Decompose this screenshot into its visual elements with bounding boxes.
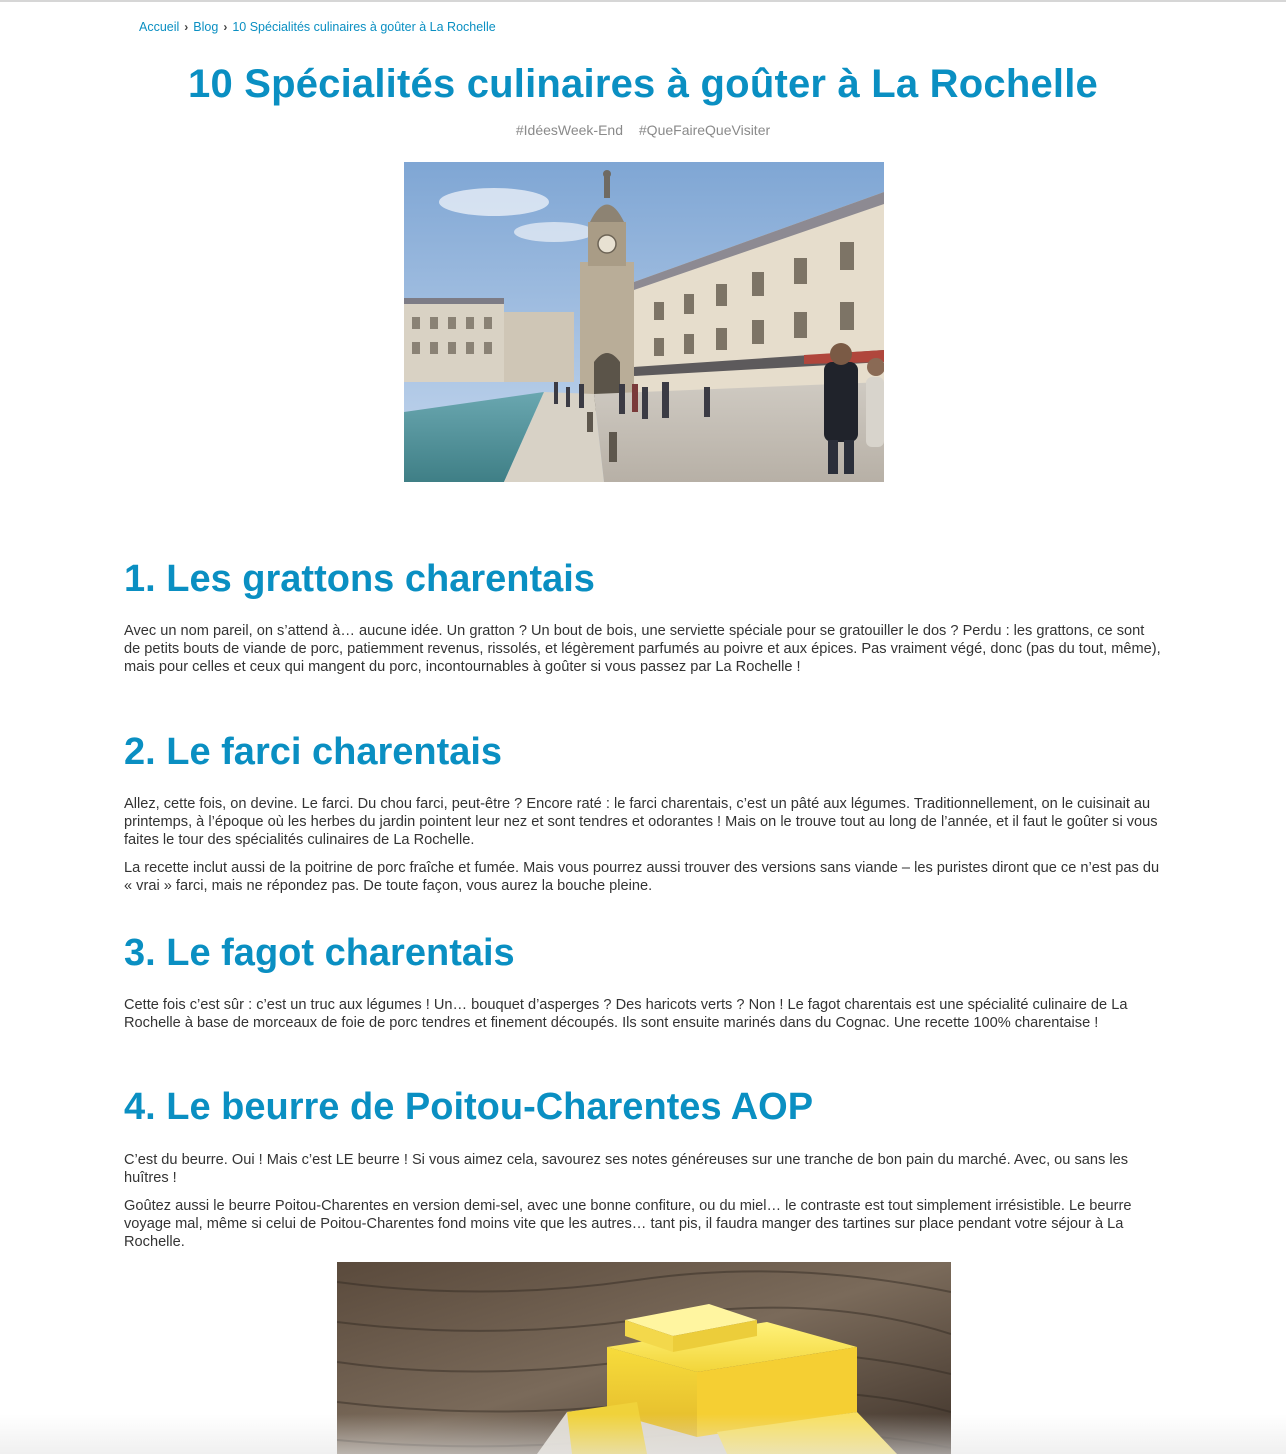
breadcrumb-blog-link[interactable]: Blog bbox=[193, 20, 219, 34]
section-paragraph: C’est du beurre. Oui ! Mais c’est LE beurre ! Si vous aimez cela, savourez ses notes généreuses sur une tranche de bon pain du marché. Avec, ou sans les huîtres ! bbox=[124, 1152, 1128, 1186]
hero-image bbox=[404, 162, 884, 482]
section-paragraph: Allez, cette fois, on devine. Le farci. Du chou farci, peut-être ? Encore raté : le farci charentais, c’est un pâté aux légumes. Traditionnellement, on le cuisinait au printemps, à l’époque où les herbes du jardin pointent leur nez et sont tendres et odorantes ! Mais on le trouve tout au long de l’année, et il faut le goûter si vous faites le tour des spécialités culinaires de La Rochelle. bbox=[124, 796, 1158, 848]
section-paragraph: Avec un nom pareil, on s’attend à… aucune idée. Un gratton ? Un bout de bois, une serviette spéciale pour se gratouiller le dos ? Perdu : les grattons, ce sont de petits bouts de viande de porc, patiemment revenus, rissolés, et légèrement parfumés au poivre et aux épices. Pas vraiment végé, donc (pas du tout, même), mais pour celles et ceux qui mangent du porc, incontournables à goûter si vous passez par La Rochelle ! bbox=[124, 623, 1161, 675]
breadcrumb bbox=[139, 20, 496, 34]
tag-link[interactable]: #QueFaireQueVisiter bbox=[638, 122, 771, 138]
section-heading: 3. Le fagot charentais bbox=[124, 932, 515, 974]
butter-image bbox=[337, 1262, 951, 1454]
section-heading: 4. Le beurre de Poitou-Charentes AOP bbox=[124, 1086, 814, 1128]
breadcrumb-home-link[interactable]: Accueil bbox=[139, 20, 180, 34]
chevron-right-icon: › bbox=[223, 20, 228, 34]
section-heading: 2. Le farci charentais bbox=[124, 731, 503, 773]
section-paragraph: Goûtez aussi le beurre Poitou-Charentes en version demi-sel, avec une bonne confiture, ou du miel… le contraste est tout simplement irrésistible. Le beurre voyage mal, même si celui de Poitou-Charentes fond moins vite que les autres… tant pis, il faudra manger des tartines sur place pendant votre séjour à La Rochelle. bbox=[124, 1198, 1132, 1250]
page-title: 10 Spécialités culinaires à goûter à La Rochelle bbox=[188, 62, 1098, 106]
tag-link[interactable]: #IdéesWeek-End bbox=[515, 122, 623, 138]
top-border bbox=[0, 0, 1286, 2]
breadcrumb-current-link[interactable]: 10 Spécialités culinaires à goûter à La Rochelle bbox=[232, 20, 496, 34]
chevron-right-icon: › bbox=[184, 20, 189, 34]
section-paragraph: Cette fois c’est sûr : c’est un truc aux légumes ! Un… bouquet d’asperges ? Des haricots verts ? Non ! Le fagot charentais est une spécialité culinaire de La Rochelle à base de morceaux de foie de porc tendres et finement découpés. Ils sont ensuite marinés dans du Cognac. Une recette 100% charentaise ! bbox=[124, 997, 1128, 1031]
section-paragraph: La recette inclut aussi de la poitrine de porc fraîche et fumée. Mais vous pourrez aussi trouver des versions sans viande – les puristes diront que ce n’est pas du « vrai » farci, mais ne répondez pas. De toute façon, vous aurez la bouche pleine. bbox=[124, 860, 1160, 894]
tag-list bbox=[0, 122, 1286, 138]
section-heading: 1. Les grattons charentais bbox=[124, 558, 595, 600]
